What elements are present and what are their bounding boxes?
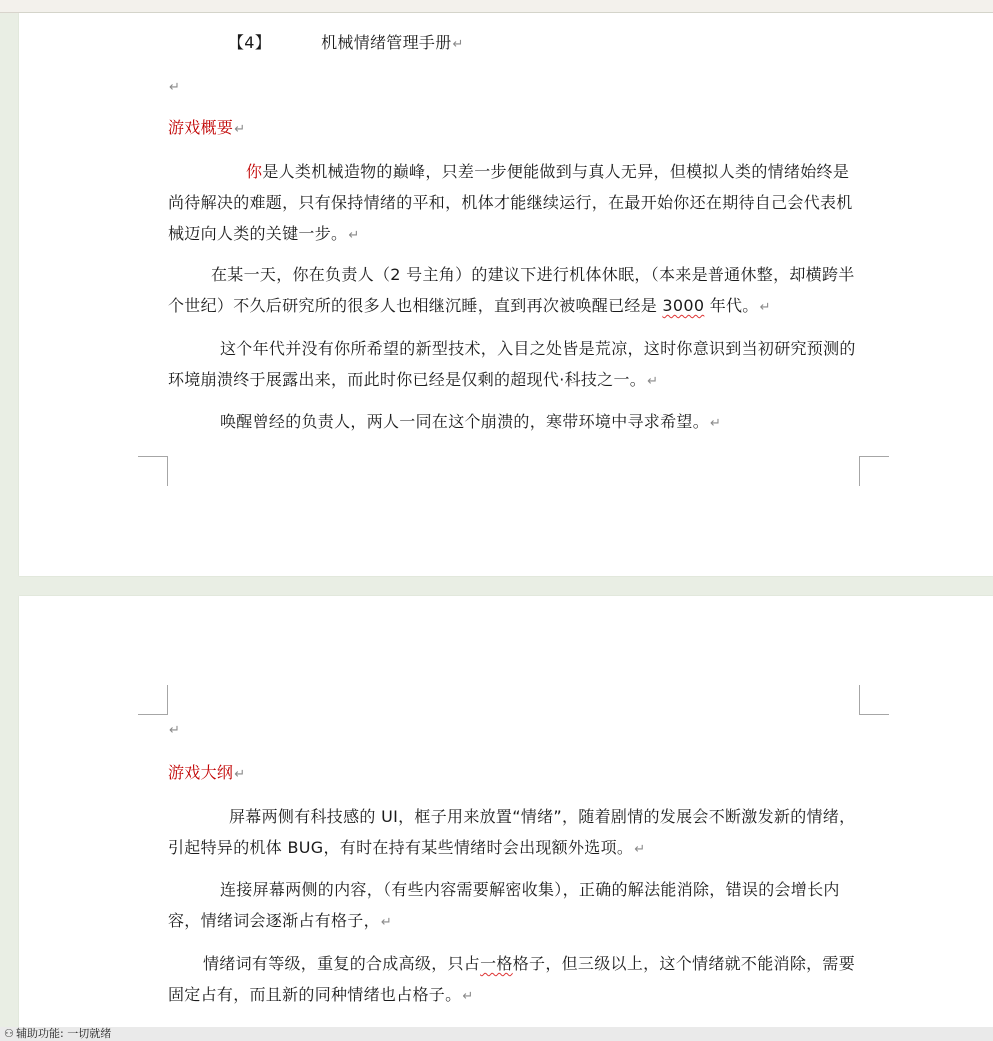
status-bar xyxy=(0,1027,993,1041)
paragraph-mark: ↵ xyxy=(234,122,246,137)
ribbon-strip xyxy=(0,0,993,13)
document-page-2[interactable] xyxy=(19,596,993,1036)
paragraph-mark: ↵ xyxy=(169,80,181,95)
paragraph-mark: ↵ xyxy=(169,723,181,738)
paragraph-mark: ↵ xyxy=(759,300,771,315)
paragraph-mark: ↵ xyxy=(452,37,464,52)
spelling-mark: 一格 xyxy=(480,954,513,973)
section-heading-overview: 游戏概要↵ xyxy=(168,118,246,137)
paragraph-5: 屏幕两侧有科技感的 UI，框子用来放置“情绪”，随着剧情的发展会不断激发新的情绪，引起特异的机体 BUG，有时在持有某些情绪时会出现额外选项。↵ xyxy=(168,807,856,857)
paragraph-6: 连接屏幕两侧的内容，（有些内容需要解密收集），正确的解法能消除，错误的会增长内容，情绪词会逐渐占有格子，↵ xyxy=(168,880,840,930)
highlight-first-char: 你 xyxy=(246,162,263,181)
empty-paragraph xyxy=(168,70,860,103)
paragraph-mark: ↵ xyxy=(348,228,360,243)
document-page-1[interactable] xyxy=(19,13,993,576)
section-heading-outline: 游戏大纲↵ xyxy=(168,763,246,782)
paragraph-mark: ↵ xyxy=(234,767,246,782)
title-text: 机械情绪管理手册 xyxy=(321,33,452,52)
paragraph-2: 在某一天，你在负责人（2 号主角）的建议下进行机体休眠，（本来是普通休整，却横跨半个世纪）不久后研究所的很多人也相继沉睡，直到再次被唤醒已经是 3000 年代。↵ xyxy=(168,265,855,315)
paragraph-mark: ↵ xyxy=(380,915,393,930)
paragraph-mark: ↵ xyxy=(462,989,474,1004)
title-number: 【4】 xyxy=(228,33,272,52)
spelling-mark: 3000 xyxy=(662,296,705,315)
paragraph-mark: ↵ xyxy=(710,416,722,431)
crop-mark-top-right xyxy=(859,685,889,715)
paragraph-mark: ↵ xyxy=(634,842,646,857)
document-title xyxy=(228,27,728,60)
crop-mark-bottom-left xyxy=(138,456,168,486)
crop-mark-top-left xyxy=(138,685,168,715)
accessibility-status[interactable]: 辅助功能: 一切就绪 xyxy=(16,1027,112,1040)
accessibility-icon[interactable]: ⚇ xyxy=(4,1027,14,1040)
crop-mark-bottom-right xyxy=(859,456,889,486)
paragraph-1: 你是人类机械造物的巅峰，只差一步便能做到与真人无异，但模拟人类的情绪始终是尚待解决的难题，只有保持情绪的平和，机体才能继续运行，在最开始你还在期待自己会代表机械迈向人类的关键一步。↵ xyxy=(168,162,853,243)
paragraph-7: 情绪词有等级，重复的合成高级，只占一格格子，但三级以上，这个情绪就不能消除，需要固定占有，而且新的同种情绪也占格子。↵ xyxy=(168,954,856,1004)
empty-paragraph xyxy=(168,713,860,746)
paragraph-4: 唤醒曾经的负责人，两人一同在这个崩溃的，寒带环境中寻求希望。↵ xyxy=(220,412,722,431)
paragraph-3: 这个年代并没有你所希望的新型技术，入目之处皆是荒凉，这时你意识到当初研究预测的环境崩溃终于展露出来，而此时你已经是仅剩的超现代·科技之一。↵ xyxy=(168,339,856,389)
paragraph-mark: ↵ xyxy=(647,374,659,389)
